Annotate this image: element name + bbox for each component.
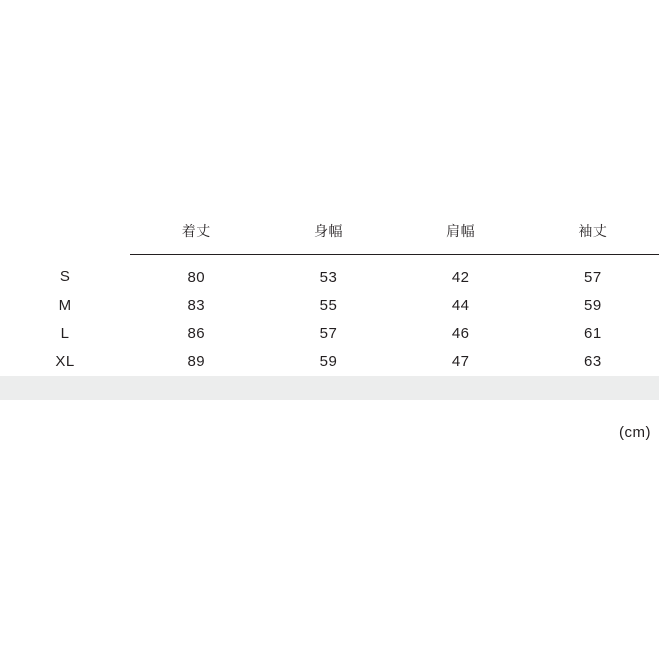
cell-shoulder-width: 46: [451, 324, 470, 342]
cell-length: 80: [187, 268, 206, 286]
table-header-shoulder-width: 肩幅: [395, 208, 527, 255]
cell-chest-width: 55: [319, 296, 338, 314]
cell-length: 89: [187, 352, 206, 370]
cell-shoulder-width: 42: [451, 268, 470, 286]
background-band: [0, 376, 659, 400]
table-header-corner: [0, 208, 130, 255]
cell-chest-width: 57: [319, 324, 338, 342]
table-header-length: 着丈: [130, 208, 262, 255]
table-header: [0, 208, 659, 255]
cell-chest-width: 59: [319, 352, 338, 370]
table-row: [0, 347, 659, 375]
cell-shoulder-width: 47: [451, 352, 470, 370]
table-row: [0, 319, 659, 347]
row-size-label: XL: [55, 352, 75, 370]
unit-note: (cm): [619, 424, 651, 441]
table-header-sleeve-length: 袖丈: [527, 208, 659, 255]
cell-chest-width: 53: [319, 268, 338, 286]
table-row: [0, 255, 659, 292]
cell-sleeve-length: 59: [584, 296, 602, 314]
table-header-row: [0, 208, 659, 255]
cell-shoulder-width: 44: [451, 296, 470, 314]
cell-length: 86: [187, 324, 206, 342]
size-chart-table: [0, 208, 659, 375]
cell-sleeve-length: 61: [584, 324, 602, 342]
row-size-label: S: [59, 268, 71, 286]
row-size-label: L: [60, 324, 70, 342]
cell-sleeve-length: 57: [584, 268, 602, 286]
row-size-label: M: [58, 296, 72, 314]
table-header-chest-width: 身幅: [262, 208, 394, 255]
cell-length: 83: [187, 296, 206, 314]
table-row: [0, 291, 659, 319]
table-body: [0, 255, 659, 376]
cell-sleeve-length: 63: [584, 352, 602, 370]
